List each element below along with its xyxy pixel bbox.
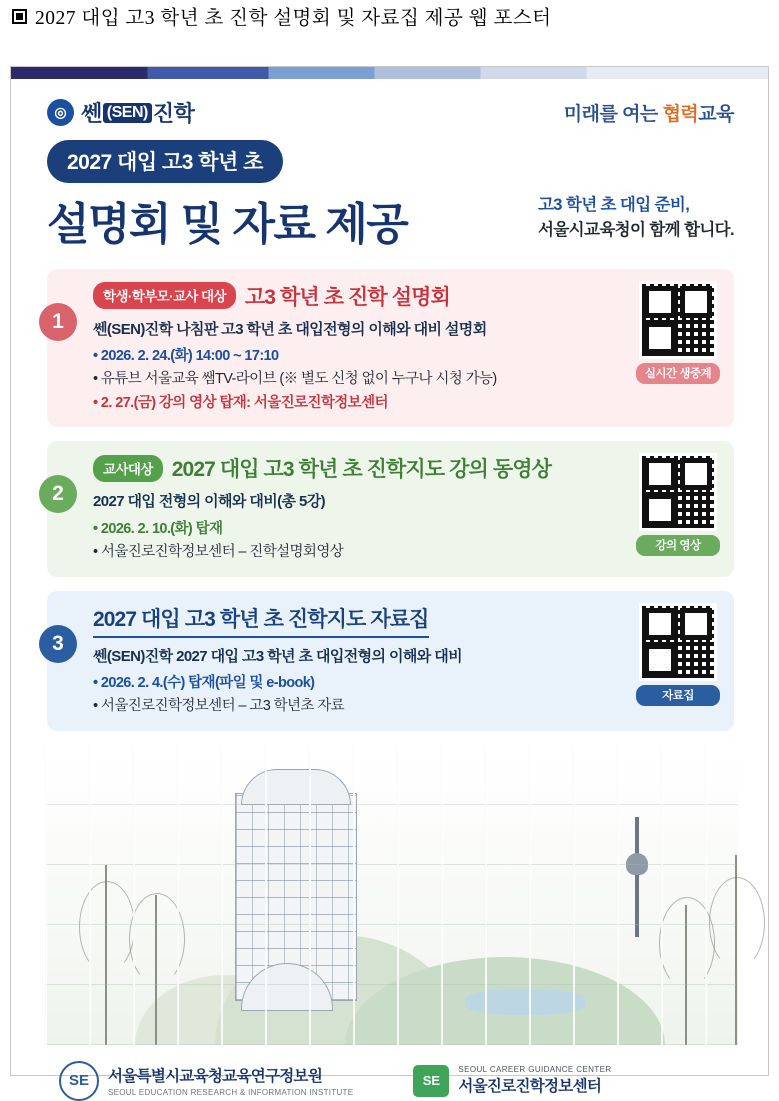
slogan — [564, 99, 734, 126]
footer-logo-1-ko: 서울특별시교육청교육연구정보원 — [108, 1068, 323, 1086]
title-pill: 2027 대입 고3 학년 초 — [47, 140, 283, 183]
section-2-bullets — [93, 518, 720, 565]
poster-footer — [11, 1045, 768, 1101]
seoul-career-guidance-logo-icon: SE — [413, 1065, 449, 1097]
poster-color-bar — [11, 67, 768, 79]
section-1-body — [93, 318, 720, 416]
qr-code-lecture-video[interactable] — [639, 453, 717, 531]
subline-line1: 고3 학년 초 대입 준비, — [537, 196, 690, 214]
poster-container — [10, 66, 769, 1098]
headline-row — [47, 193, 734, 249]
section-2-number: 2 — [39, 475, 77, 513]
qr-eye-icon — [644, 322, 676, 354]
section-2-title: 2027 대입 고3 학년 초 진학지도 강의 동영상 — [171, 458, 551, 482]
illustration-stripe-overlay — [45, 745, 738, 1045]
section-1-qr-wrap[interactable] — [636, 281, 720, 384]
section-1-head — [93, 281, 720, 311]
sections — [11, 249, 768, 731]
footer-logo-research-institute — [59, 1061, 353, 1101]
section-1-number: 1 — [39, 303, 77, 341]
section-2-body — [93, 490, 720, 564]
section-2-bullet-2: • 서울진로진학정보센터 – 진학설명회영상 — [93, 541, 720, 564]
section-1-bullet-3: • 2. 27.(금) 강의 영상 탑재: 서울진로진학정보센터 — [93, 392, 720, 415]
section-1-tag: 학생·학부모·교사 대상 — [93, 282, 236, 309]
slogan-part2: 교육 — [698, 104, 734, 125]
section-2-head — [93, 453, 720, 483]
slogan-part1: 미래를 여는 — [563, 104, 663, 125]
section-1-bullet-2: • 유튜브 서울교육 쌤TV-라이브 (※ 별도 신청 없이 누구나 시청 가능) — [93, 368, 720, 391]
section-3-head — [93, 603, 720, 638]
section-3-qr-caption: 자료집 — [636, 685, 720, 706]
sen-logo-text — [81, 97, 194, 128]
footer-logo-2-ko: 서울진로진학정보센터 — [458, 1078, 602, 1096]
sen-logo-text-right: 진학 — [152, 101, 195, 126]
subline-line2: 서울시교육청이 함께 합니다. — [537, 220, 734, 239]
footer-logo-career-center — [413, 1065, 611, 1097]
section-2-bullet-1: • 2026. 2. 10.(화) 탑재 — [93, 518, 720, 541]
sen-circle-logo-icon: ◎ — [47, 99, 74, 126]
section-3-title: 2027 대입 고3 학년 초 진학지도 자료집 — [93, 603, 429, 638]
qr-eye-icon — [644, 494, 676, 526]
section-3-bullet-2: • 서울진로진학정보센터 – 고3 학년초 자료 — [93, 695, 720, 718]
section-1 — [47, 269, 734, 428]
qr-code-material-book[interactable] — [639, 603, 717, 681]
section-3-body — [93, 645, 720, 719]
section-2-qr-wrap[interactable] — [636, 453, 720, 556]
section-2 — [47, 441, 734, 576]
brand-row — [11, 79, 768, 128]
footer-logo-2-text — [458, 1065, 611, 1096]
document-header — [0, 0, 779, 30]
section-2-qr-caption: 강의 영상 — [636, 535, 720, 556]
section-3-bullets — [93, 672, 720, 719]
sen-logo-text-left: 쎈 — [81, 101, 102, 126]
section-1-bullets — [93, 345, 720, 415]
document-title: 2027 대입 고3 학년 초 진학 설명회 및 자료집 제공 웹 포스터 — [35, 8, 552, 29]
filled-square-bullet-icon — [12, 9, 27, 24]
poster-headline: 설명회 및 자료 제공 — [47, 200, 408, 250]
qr-eye-icon — [644, 644, 676, 676]
section-1-qr-caption: 실시간 생중계 — [636, 363, 720, 384]
poster-subline — [538, 193, 734, 249]
section-3-lead: 쎈(SEN)진학 2027 대입 고3 학년 초 대입전형의 이해와 대비 — [93, 647, 462, 665]
title-block — [11, 128, 768, 249]
section-3-number: 3 — [39, 625, 77, 663]
slogan-accent: 협력 — [662, 104, 699, 125]
section-2-lead: 2027 대입 전형의 이해와 대비(총 5강) — [93, 493, 326, 511]
section-2-tag: 교사대상 — [93, 455, 163, 482]
footer-logo-1-en: SEOUL EDUCATION RESEARCH & INFORMATION INSTITUTE — [108, 1088, 354, 1098]
section-1-title: 고3 학년 초 진학 설명회 — [244, 285, 450, 309]
qr-code-live-broadcast[interactable] — [639, 281, 717, 359]
section-1-lead: 쎈(SEN)진학 나침판 고3 학년 초 대입전형의 이해와 대비 설명회 — [93, 320, 487, 338]
seoul-education-research-seal-icon: SE — [59, 1061, 99, 1101]
sen-logo-text-mid: (SEN) — [103, 103, 152, 123]
section-3-qr-wrap[interactable] — [636, 603, 720, 706]
footer-logo-1-text — [108, 1064, 353, 1097]
sen-logo — [47, 97, 194, 128]
city-illustration — [45, 745, 738, 1045]
section-3 — [47, 591, 734, 731]
footer-logo-2-en-top: SEOUL CAREER GUIDANCE CENTER — [458, 1065, 612, 1075]
section-3-bullet-1: • 2026. 2. 4.(수) 탑재(파일 및 e-book) — [93, 672, 720, 695]
section-1-bullet-1: • 2026. 2. 24.(화) 14:00 ~ 17:10 — [93, 345, 720, 368]
